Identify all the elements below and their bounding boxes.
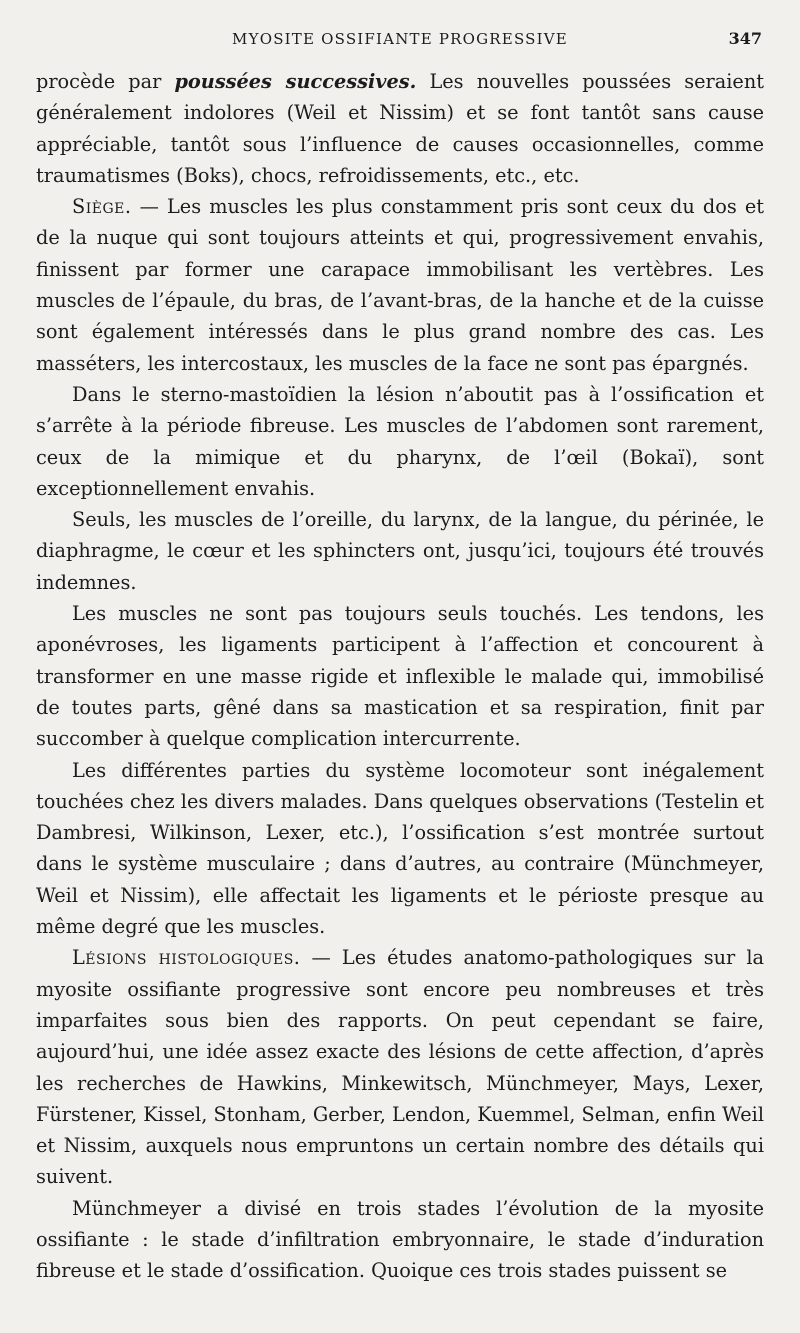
section-heading-lesions: Lésions histologiques. [72,946,301,970]
paragraph-text: Les muscles ne sont pas toujours seuls touchés. Les tendons, les aponévroses, les ligaments participent à l’affection et concourent à transformer en une masse rigide et inflexible le malade qui, immobilisé de toutes parts, gêné dans sa mastication et sa respiration, finit par succomber à quelque complication intercurrente. [36,602,764,751]
paragraph-text: procède par [36,70,175,93]
running-head [36,26,764,52]
paragraph-text: Les différentes parties du système locomoteur sont inégalement touchées chez les divers malades. Dans quelques observations (Testelin et Dambresi, Wilkinson, Lexer, etc.), l’ossification s’est montrée surtout dans le système musculaire ; dans d’autres, au contraire (Münchmeyer, Weil et Nissim), elle affectait les ligaments et le périoste presque au même degré que les muscles. [36,758,764,939]
body-text [36,66,764,1287]
paragraph-siege [36,191,764,379]
paragraph [36,504,764,598]
paragraph-text: Les nouvelles poussées seraient généralement indolores (Weil et Nissim) et se font tantôt sans cause appréciable, tantôt sous l’influence de causes occasionnelles, comme traumatismes (Boks), chocs, refroidissements, etc., etc. [36,70,764,187]
emphasis-text: poussées successives. [174,70,417,93]
paragraph [36,755,764,943]
paragraph-lesions [36,942,764,1192]
paragraph [36,66,764,191]
paragraph [36,1193,764,1287]
paragraph-text: Seuls, les muscles de l’oreille, du larynx, de la langue, du périnée, le diaphragme, le cœur et les sphincters ont, jusqu’ici, toujours été trouvés indemnes. [36,508,764,594]
paragraph-text: Münchmeyer a divisé en trois stades l’évolution de la myosite ossifiante : le stade d’infiltration embryonnaire, le stade d’induration fibreuse et le stade d’ossification. Quoique ces trois stades puissent se [36,1196,764,1283]
paragraph [36,598,764,754]
section-heading-siege: Siège. [72,195,132,219]
paragraph-text: — Les muscles les plus constamment pris sont ceux du dos et de la nuque qui sont toujours atteints et qui, progressivement envahis, finissent par former une carapace immobilisant les vertèbres. Les muscles de l’épaule, du bras, de l’avant-bras, de la hanche et de la cuisse sont également intéressés dans le plus grand nombre des cas. Les masséters, les intercostaux, les muscles de la face ne sont pas épargnés. [36,195,764,375]
paragraph-text: Dans le sterno-mastoïdien la lésion n’aboutit pas à l’ossification et s’arrête à la période fibreuse. Les muscles de l’abdomen sont rarement, ceux de la mimique et du pharynx, de l’œil (Bokaï), sont exceptionnellement envahis. [36,382,764,500]
paragraph [36,379,764,504]
paragraph-text: — Les études anatomo-pathologiques sur la myosite ossifiante progressive sont encore peu nombreuses et très imparfaites sous bien des rapports. On peut cependant se faire, aujourd’hui, une idée assez exacte des lésions de cette affection, d’après les recherches de Hawkins, Minkewitsch, Münchmeyer, Mays, Lexer, Fürstener, Kissel, Stonham, Gerber, Lendon, Kuemmel, Selman, enfin Weil et Nissim, auxquels nous empruntons un certain nombre des détails qui suivent. [36,946,764,1189]
running-title: MYOSITE OSSIFIANTE PROGRESSIVE [232,30,568,48]
page-number: 347 [728,29,762,48]
